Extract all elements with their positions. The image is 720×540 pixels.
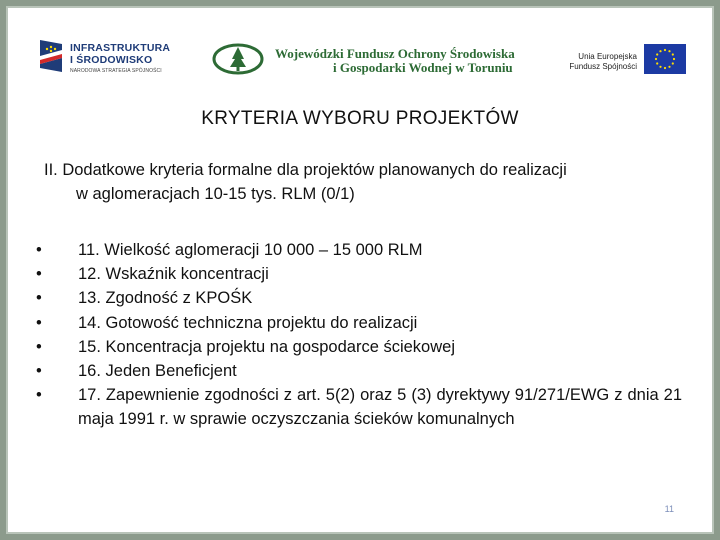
list-item-text: 17. Zapewnienie zgodności z art. 5(2) oraz 5 (3) dyrektywy 91/271/EWG z dnia 21 maja 1991 r. w sprawie oczyszczania ścieków komunalnych xyxy=(78,386,682,429)
infrastruktura-logo-line3: NARODOWA STRATEGIA SPÓJNOŚCI xyxy=(70,68,162,74)
page-title: KRYTERIA WYBORU PROJEKTÓW xyxy=(201,108,519,129)
bullet: • xyxy=(36,265,42,284)
page-number: 11 xyxy=(664,504,674,514)
eu-flag-icon xyxy=(644,44,686,74)
eu-label-line1: Unia Europejska xyxy=(578,52,637,61)
wfos-logo xyxy=(211,42,531,80)
bullet: • xyxy=(36,289,42,308)
eu-label xyxy=(569,52,637,72)
infrastruktura-flag-icon xyxy=(36,36,66,76)
bullet: • xyxy=(36,386,42,405)
wfos-logo-line1: Wojewódzki Fundusz Ochrony Środowiska xyxy=(275,46,515,61)
list-item xyxy=(30,311,682,335)
bullet: • xyxy=(36,362,42,381)
infrastruktura-logo xyxy=(36,34,176,82)
bullet: • xyxy=(36,313,42,332)
list-item-text: 12. Wskaźnik koncentracji xyxy=(78,265,269,284)
infrastruktura-logo-line1: INFRASTRUKTURA xyxy=(70,42,171,54)
list-item-text: 13. Zgodność z KPOŚK xyxy=(78,289,253,308)
section-heading xyxy=(44,158,684,206)
bullet: • xyxy=(36,337,42,356)
list-item-text: 16. Jeden Beneficjent xyxy=(78,362,237,381)
list-item xyxy=(30,359,682,383)
section-heading-line1: II. Dodatkowe kryteria formalne dla projektów planowanych do realizacji xyxy=(44,161,567,179)
infrastruktura-logo-line2: I ŚRODOWISKO xyxy=(70,54,153,66)
list-item xyxy=(30,262,682,286)
list-item xyxy=(30,383,682,431)
eu-label-line2: Fundusz Spójności xyxy=(569,62,637,71)
list-item xyxy=(30,238,682,262)
criteria-list xyxy=(30,238,682,432)
wfos-tree-emblem-icon xyxy=(211,42,265,76)
wfos-logo-line2: i Gospodarki Wodnej w Toruniu xyxy=(333,60,513,75)
list-item xyxy=(30,286,682,310)
bullet: • xyxy=(36,241,42,259)
list-item xyxy=(30,335,682,359)
list-item-text: 15. Koncentracja projektu na gospodarce ściekowej xyxy=(78,337,455,356)
list-item-text: 14. Gotowość techniczna projektu do realizacji xyxy=(78,313,418,332)
list-item-text: 11. Wielkość aglomeracji 10 000 – 15 000 RLM xyxy=(78,241,423,259)
section-heading-line2: w aglomeracjach 10-15 tys. RLM (0/1) xyxy=(76,185,355,203)
